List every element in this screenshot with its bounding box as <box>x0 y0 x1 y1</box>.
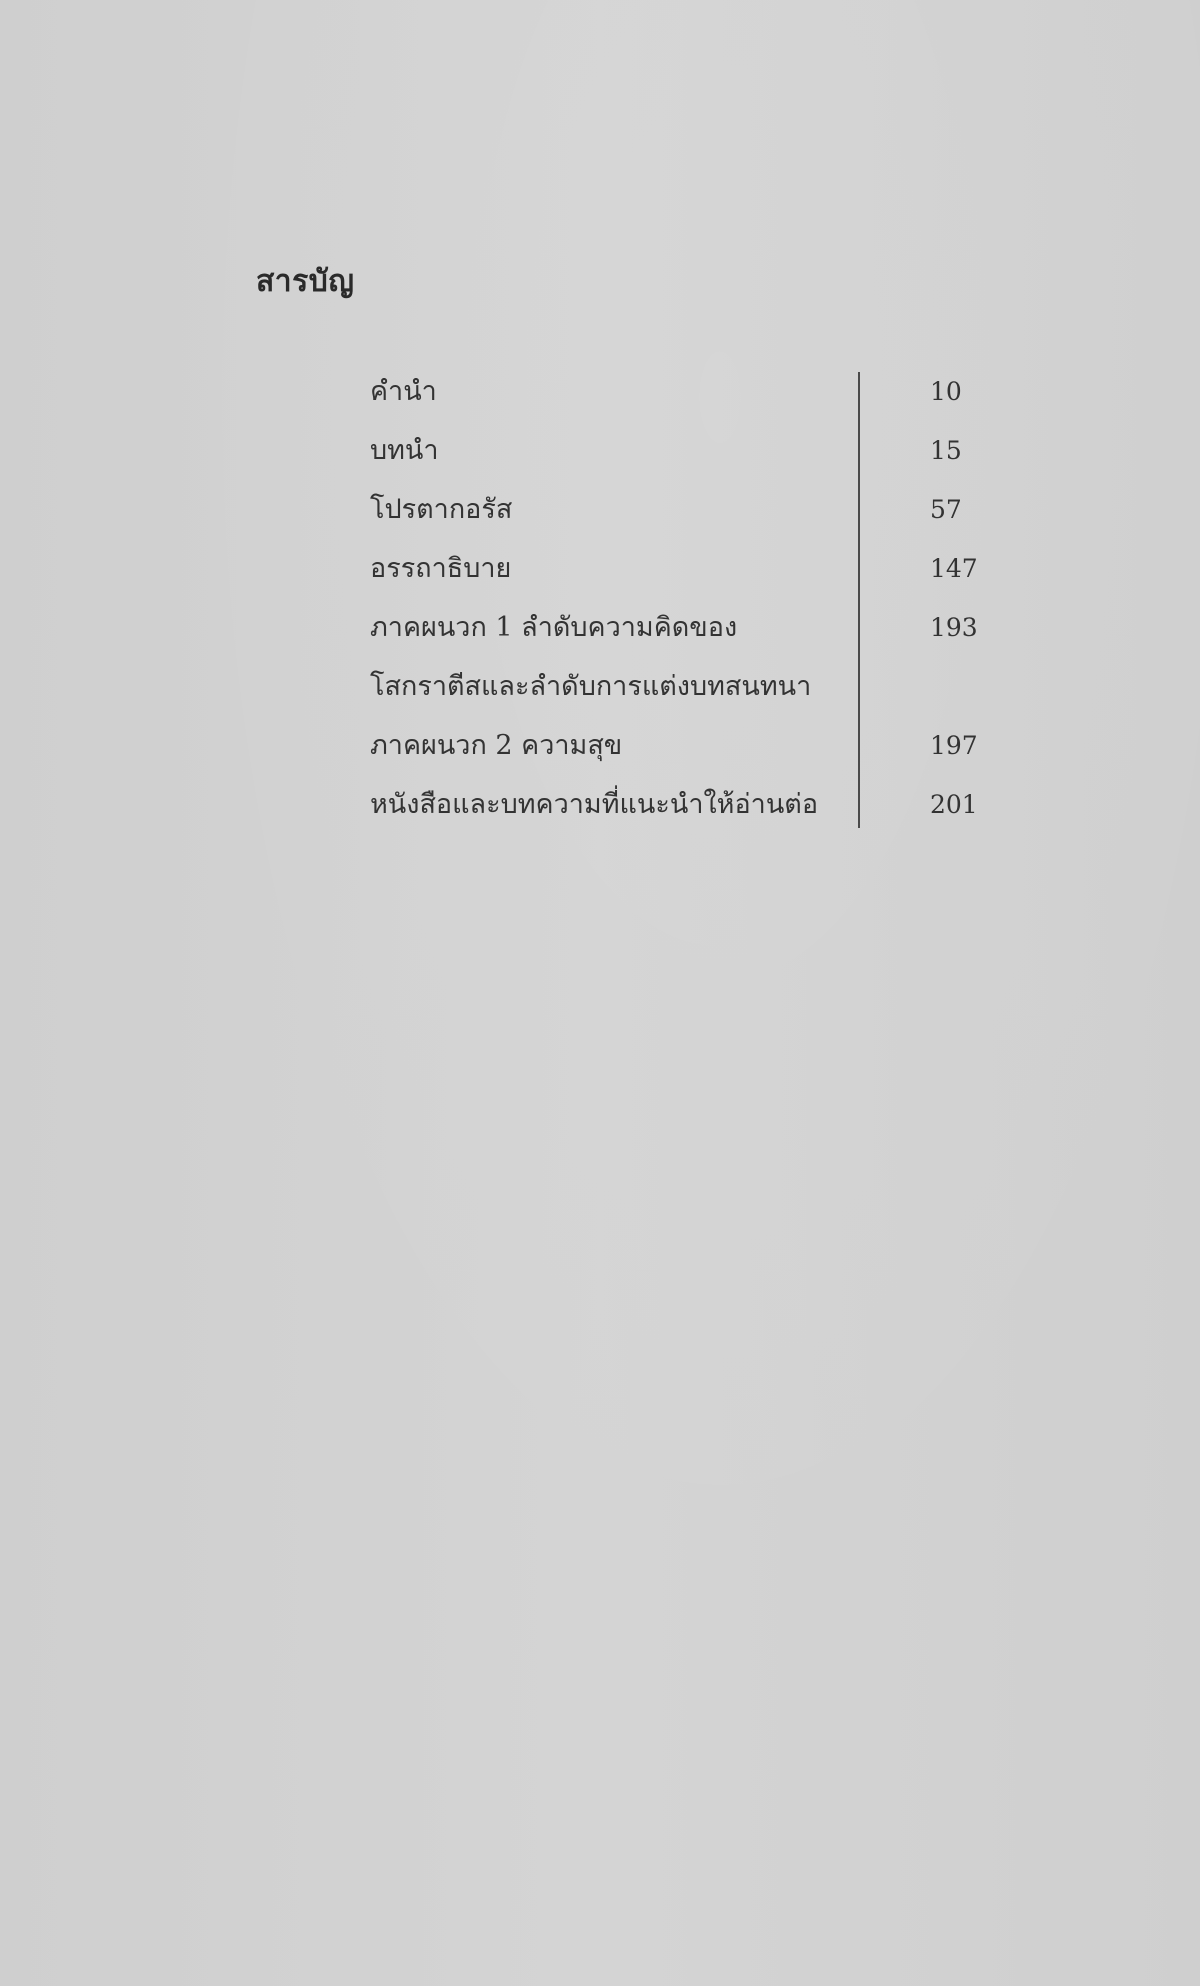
toc-list <box>370 372 1000 844</box>
toc-entry-page: 193 <box>930 613 978 642</box>
toc-entry-label: ภาคผนวก 2 ความสุข <box>370 730 623 761</box>
toc-entry-page: 201 <box>930 790 978 819</box>
toc-entry-page: 147 <box>930 554 978 583</box>
toc-entry <box>370 667 1000 726</box>
toc-entry <box>370 372 1000 431</box>
toc-title: สารบัญ <box>256 264 355 299</box>
toc-entry-label: หนังสือและบทความที่แนะนำให้อ่านต่อ <box>370 789 819 820</box>
toc-entry-label: โปรตากอรัส <box>370 494 513 525</box>
toc-entry <box>370 726 1000 785</box>
toc-entry <box>370 549 1000 608</box>
toc-entry <box>370 431 1000 490</box>
toc-entry-label: โสกราตีสและลำดับการแต่งบทสนทนา <box>370 671 812 702</box>
toc-entry-label: ภาคผนวก 1 ลำดับความคิดของ <box>370 612 738 643</box>
toc-entry <box>370 785 1000 844</box>
toc-entry-label: คำนำ <box>370 376 437 407</box>
toc-entry-label: อรรถาธิบาย <box>370 553 512 584</box>
toc-entry <box>370 490 1000 549</box>
toc-entry-page: 15 <box>930 436 962 465</box>
toc-entry-page: 197 <box>930 731 978 760</box>
toc-entry-page: 57 <box>930 495 962 524</box>
toc-entry-page: 10 <box>930 377 962 406</box>
toc-entry-label: บทนำ <box>370 435 439 466</box>
toc-entry <box>370 608 1000 667</box>
